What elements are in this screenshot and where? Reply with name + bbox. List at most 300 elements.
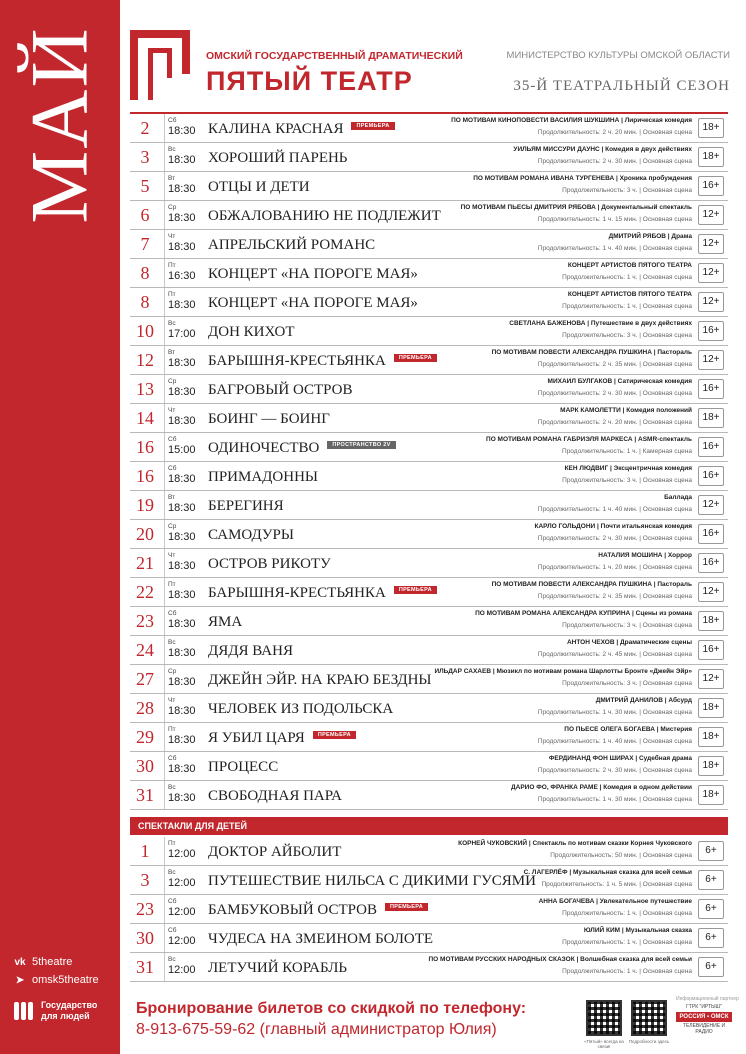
event-title-text: Я УБИЛ ЦАРЯ <box>208 730 305 746</box>
age-rating: 6+ <box>698 870 724 890</box>
event-time: 18:30 <box>168 299 196 311</box>
age-rating: 16+ <box>698 379 724 399</box>
event-duration-stage: Продолжительность: 3 ч. | Основная сцена <box>562 477 692 484</box>
event-title-text: ДЯДЯ ВАНЯ <box>208 643 293 659</box>
event-weekday: Сб <box>168 927 177 934</box>
event-title <box>208 381 353 399</box>
event-weekday: Пт <box>168 840 176 847</box>
event-title <box>208 930 433 948</box>
gov-text-line1: Государство <box>41 1000 98 1010</box>
event-title <box>208 959 347 977</box>
event-time: 18:30 <box>168 531 196 543</box>
schedule-row[interactable] <box>130 549 728 578</box>
event-day: 23 <box>136 611 154 631</box>
event-time-cell <box>164 636 200 664</box>
event-title-text: КАЛИНА КРАСНАЯ <box>208 121 344 137</box>
schedule-row[interactable] <box>130 491 728 520</box>
event-duration-stage: Продолжительность: 1 ч. 30 мин. | Основная сцена <box>537 709 692 716</box>
kids-section-header: СПЕКТАКЛИ ДЛЯ ДЕТЕЙ <box>130 817 728 835</box>
event-day: 28 <box>136 698 154 718</box>
event-time: 15:00 <box>168 444 196 456</box>
age-rating: 12+ <box>698 263 724 283</box>
event-title <box>208 787 342 805</box>
gov-icon <box>14 1002 33 1020</box>
event-time: 18:30 <box>168 183 196 195</box>
event-day: 8 <box>140 263 150 283</box>
event-weekday: Чт <box>168 697 176 704</box>
event-duration-stage: Продолжительность: 2 ч. 30 мин. | Основная сцена <box>537 158 692 165</box>
schedule-row[interactable] <box>130 346 728 375</box>
schedule-row[interactable] <box>130 837 728 866</box>
event-info <box>422 291 692 311</box>
age-rating: 18+ <box>698 698 724 718</box>
schedule-row[interactable] <box>130 114 728 143</box>
event-author-genre: ДМИТРИЙ РЯБОВ | Драма <box>608 233 692 240</box>
schedule-row[interactable] <box>130 694 728 723</box>
event-author-genre: ПО МОТИВАМ РОМАНА ГАБРИЭЛЯ МАРКЕСА | ASMR-спектакль <box>486 436 692 443</box>
event-title <box>208 555 331 573</box>
event-time: 18:30 <box>168 502 196 514</box>
event-duration-stage: Продолжительность: 2 ч. 35 мин. | Основная сцена <box>537 593 692 600</box>
event-time: 18:30 <box>168 763 196 775</box>
event-info <box>422 784 692 804</box>
event-day: 1 <box>140 841 150 861</box>
premiere-badge: ПРЕМЬЕРА <box>394 586 437 594</box>
event-title <box>208 323 295 341</box>
event-time: 18:30 <box>168 676 196 688</box>
tv-bottom-label: ТЕЛЕВИДЕНИЕ И РАДИО <box>682 1023 726 1035</box>
event-title <box>208 526 294 544</box>
schedule-row[interactable] <box>130 781 728 810</box>
qr-code-contact[interactable] <box>586 1000 622 1036</box>
event-day: 31 <box>136 785 154 805</box>
age-rating: 12+ <box>698 234 724 254</box>
event-time-cell <box>164 781 200 809</box>
event-info <box>422 378 692 398</box>
event-weekday: Пт <box>168 291 176 298</box>
age-rating: 18+ <box>698 147 724 167</box>
event-weekday: Вс <box>168 146 176 153</box>
telegram-link[interactable] <box>14 974 99 986</box>
event-weekday: Сб <box>168 117 177 124</box>
season-label: 35-Й ТЕАТРАЛЬНЫЙ СЕЗОН <box>513 78 730 94</box>
event-weekday: Вт <box>168 175 176 182</box>
event-time-cell <box>164 924 200 952</box>
event-author-genre: АННА БОГАЧЕВА | Увлекательное путешествие <box>538 898 692 905</box>
schedule-row[interactable] <box>130 578 728 607</box>
event-info <box>422 494 692 514</box>
event-day: 3 <box>140 147 150 167</box>
event-info <box>422 407 692 427</box>
event-info <box>422 349 692 369</box>
event-time-cell <box>164 462 200 490</box>
event-time: 18:30 <box>168 560 196 572</box>
event-duration-stage: Продолжительность: 2 ч. 30 мин. | Основная сцена <box>537 390 692 397</box>
qr-contact-label: «Пятый» всегда на связи! <box>584 1039 624 1049</box>
event-info <box>422 927 692 947</box>
event-title-text: ПУТЕШЕСТВИЕ НИЛЬСА С ДИКИМИ ГУСЯМИ <box>208 873 536 889</box>
event-time: 18:30 <box>168 357 196 369</box>
schedule-row[interactable] <box>130 172 728 201</box>
schedule-list <box>130 114 728 810</box>
event-time: 16:30 <box>168 270 196 282</box>
age-rating: 18+ <box>698 756 724 776</box>
event-duration-stage: Продолжительность: 3 ч. | Основная сцена <box>562 187 692 194</box>
event-time-cell <box>164 346 200 374</box>
age-rating: 18+ <box>698 118 724 138</box>
event-title <box>208 439 396 457</box>
telegram-handle: omsk5theatre <box>32 974 99 986</box>
event-title <box>208 149 347 167</box>
schedule-row[interactable] <box>130 259 728 288</box>
event-weekday: Сб <box>168 898 177 905</box>
event-time-cell <box>164 375 200 403</box>
event-title-text: БАРЫШНЯ-КРЕСТЬЯНКА <box>208 585 386 601</box>
event-time-cell <box>164 694 200 722</box>
event-time-cell <box>164 491 200 519</box>
event-title-text: БАМБУКОВЫЙ ОСТРОВ <box>208 902 377 918</box>
event-author-genre: СВЕТЛАНА БАЖЕНОВА | Путешествие в двух действиях <box>509 320 692 327</box>
event-time-cell <box>164 866 200 894</box>
event-time-cell <box>164 752 200 780</box>
schedule-row[interactable] <box>130 895 728 924</box>
schedule-row[interactable] <box>130 665 728 694</box>
schedule-row[interactable] <box>130 375 728 404</box>
event-info <box>422 320 692 340</box>
event-day: 8 <box>140 292 150 312</box>
event-weekday: Сб <box>168 610 177 617</box>
event-title-text: ЧЕЛОВЕК ИЗ ПОДОЛЬСКА <box>208 701 394 717</box>
event-weekday: Вс <box>168 869 176 876</box>
event-duration-stage: Продолжительность: 2 ч. 45 мин. | Основная сцена <box>537 651 692 658</box>
event-time: 18:30 <box>168 241 196 253</box>
event-title-text: ОБЖАЛОВАНИЮ НЕ ПОДЛЕЖИТ <box>208 208 441 224</box>
event-title <box>208 497 284 515</box>
qr-code-details[interactable] <box>631 1000 667 1036</box>
event-duration-stage: Продолжительность: 1 ч. 40 мин. | Основная сцена <box>537 738 692 745</box>
schedule-row[interactable] <box>130 230 728 259</box>
event-title <box>208 120 395 138</box>
event-weekday: Вт <box>168 349 176 356</box>
event-weekday: Ср <box>168 204 177 211</box>
event-title <box>208 758 278 776</box>
event-duration-stage: Продолжительность: 1 ч. 40 мин. | Основная сцена <box>537 506 692 513</box>
event-time-cell <box>164 230 200 258</box>
event-weekday: Вс <box>168 639 176 646</box>
event-duration-stage: Продолжительность: 1 ч. | Основная сцена <box>562 303 692 310</box>
event-time-cell <box>164 143 200 171</box>
event-info <box>422 639 692 659</box>
month-title: МАЙ <box>14 26 106 224</box>
event-author-genre: МАРК КАМОЛЕТТИ | Комедия положений <box>560 407 692 414</box>
event-duration-stage: Продолжительность: 50 мин. | Основная сцена <box>550 852 692 859</box>
event-author-genre: КЕН ЛЮДВИГ | Эксцентричная комедия <box>564 465 692 472</box>
event-info <box>422 523 692 543</box>
event-title <box>208 294 418 312</box>
event-info <box>422 956 692 976</box>
tv-name: РОССИЯ ▪ ОМСК <box>676 1012 732 1022</box>
age-rating: 6+ <box>698 899 724 919</box>
event-info <box>422 840 692 860</box>
schedule-row[interactable] <box>130 607 728 636</box>
event-day: 21 <box>136 553 154 573</box>
age-rating: 16+ <box>698 321 724 341</box>
event-duration-stage: Продолжительность: 1 ч. | Основная сцена <box>562 968 692 975</box>
booking-phone[interactable]: 8-913-675-59-62 (главный администратор Юлия) <box>136 1021 497 1038</box>
event-weekday: Чт <box>168 552 176 559</box>
event-info <box>422 869 692 889</box>
event-info <box>422 755 692 775</box>
event-day: 22 <box>136 582 154 602</box>
tv-partner-logo <box>676 1004 732 1035</box>
schedule-row[interactable] <box>130 433 728 462</box>
event-time: 18:30 <box>168 734 196 746</box>
premiere-badge: ПРЕМЬЕРА <box>313 731 356 739</box>
schedule-row[interactable] <box>130 866 728 895</box>
event-author-genre: ПО МОТИВАМ РОМАНА АЛЕКСАНДРА КУПРИНА | Сцены из романа <box>475 610 692 617</box>
event-time-cell <box>164 549 200 577</box>
event-author-genre: ПО ПЬЕСЕ ОЛЕГА БОГАЕВА | Мистерия <box>564 726 692 733</box>
event-title <box>208 901 428 919</box>
event-author-genre: ПО МОТИВАМ ПЬЕСЫ ДМИТРИЯ РЯБОВА | Документальный спектакль <box>460 204 692 211</box>
event-info <box>422 726 692 746</box>
schedule-row[interactable] <box>130 752 728 781</box>
age-rating: 18+ <box>698 727 724 747</box>
event-day: 5 <box>140 176 150 196</box>
event-title <box>208 584 437 602</box>
event-day: 10 <box>136 321 154 341</box>
event-time: 18:30 <box>168 125 196 137</box>
event-duration-stage: Продолжительность: 3 ч. | Основная сцена <box>562 332 692 339</box>
event-title-text: ОДИНОЧЕСТВО <box>208 440 320 456</box>
event-weekday: Сб <box>168 436 177 443</box>
event-day: 16 <box>136 466 154 486</box>
schedule-row[interactable] <box>130 723 728 752</box>
age-rating: 18+ <box>698 611 724 631</box>
event-time: 12:00 <box>168 935 196 947</box>
event-author-genre: ПО МОТИВАМ РОМАНА ИВАНА ТУРГЕНЕВА | Хроника пробуждения <box>473 175 692 182</box>
event-duration-stage: Продолжительность: 2 ч. 20 мин. | Основная сцена <box>537 129 692 136</box>
kids-schedule-list <box>130 837 728 982</box>
age-rating: 6+ <box>698 928 724 948</box>
header <box>130 30 730 110</box>
event-day: 27 <box>136 669 154 689</box>
event-weekday: Вс <box>168 320 176 327</box>
event-time: 18:30 <box>168 386 196 398</box>
event-day: 16 <box>136 437 154 457</box>
event-duration-stage: Продолжительность: 1 ч. | Основная сцена <box>562 910 692 917</box>
event-duration-stage: Продолжительность: 1 ч. | Камерная сцена <box>562 448 692 455</box>
event-title-text: ДЖЕЙН ЭЙР. НА КРАЮ БЕЗДНЫ <box>208 672 432 688</box>
age-rating: 12+ <box>698 669 724 689</box>
event-info <box>422 610 692 630</box>
event-title-text: ДОКТОР АЙБОЛИТ <box>208 844 342 860</box>
event-title-text: КОНЦЕРТ «НА ПОРОГЕ МАЯ» <box>208 295 418 311</box>
booking-title: Бронирование билетов со скидкой по телефону: <box>136 1000 527 1017</box>
event-time-cell <box>164 520 200 548</box>
event-weekday: Вт <box>168 494 176 501</box>
schedule-row[interactable] <box>130 201 728 230</box>
event-author-genre: КОНЦЕРТ АРТИСТОВ ПЯТОГО ТЕАТРА <box>567 262 692 269</box>
age-rating: 12+ <box>698 292 724 312</box>
event-day: 29 <box>136 727 154 747</box>
event-time: 18:30 <box>168 792 196 804</box>
event-time: 12:00 <box>168 906 196 918</box>
event-duration-stage: Продолжительность: 1 ч. | Основная сцена <box>562 274 692 281</box>
event-author-genre: МИХАИЛ БУЛГАКОВ | Сатирическая комедия <box>547 378 692 385</box>
event-author-genre: АНТОН ЧЕХОВ | Драматические сцены <box>566 639 692 646</box>
gov-logo <box>14 1000 97 1022</box>
event-time: 18:30 <box>168 647 196 659</box>
event-duration-stage: Продолжительность: 1 ч. 40 мин. | Основная сцена <box>537 245 692 252</box>
event-duration-stage: Продолжительность: 1 ч. 20 мин. | Основная сцена <box>537 564 692 571</box>
event-time-cell <box>164 259 200 287</box>
event-title <box>208 468 318 486</box>
event-time: 18:30 <box>168 212 196 224</box>
event-day: 13 <box>136 379 154 399</box>
schedule-row[interactable] <box>130 143 728 172</box>
event-time-cell <box>164 723 200 751</box>
event-author-genre: ФЕРДИНАНД ФОН ШИРАХ | Судебная драма <box>548 755 692 762</box>
event-author-genre: КОНЦЕРТ АРТИСТОВ ПЯТОГО ТЕАТРА <box>567 291 692 298</box>
age-rating: 18+ <box>698 785 724 805</box>
schedule-row[interactable] <box>130 636 728 665</box>
event-author-genre: ИЛЬДАР САХАЕВ | Мюзикл по мотивам романа Шарлотты Бронте «Джейн Эйр» <box>434 668 692 675</box>
event-day: 3 <box>140 870 150 890</box>
age-rating: 16+ <box>698 176 724 196</box>
event-info <box>422 175 692 195</box>
event-title-text: СВОБОДНАЯ ПАРА <box>208 788 343 804</box>
event-weekday: Сб <box>168 755 177 762</box>
event-weekday: Пт <box>168 581 176 588</box>
event-duration-stage: Продолжительность: 2 ч. 35 мин. | Основная сцена <box>537 361 692 368</box>
schedule-row[interactable] <box>130 924 728 953</box>
schedule-row[interactable] <box>130 520 728 549</box>
event-title <box>208 613 242 631</box>
event-title <box>208 236 375 254</box>
event-duration-stage: Продолжительность: 3 ч. | Основная сцена <box>562 680 692 687</box>
premiere-badge: ПРОСТРАНСТВО 2V <box>327 441 395 449</box>
event-time-cell <box>164 895 200 923</box>
event-info <box>422 697 692 717</box>
event-author-genre: НАТАЛИЯ МОШИНА | Хоррор <box>598 552 692 559</box>
event-weekday: Пт <box>168 726 176 733</box>
event-day: 30 <box>136 756 154 776</box>
event-time-cell <box>164 172 200 200</box>
event-time-cell <box>164 953 200 981</box>
event-time-cell <box>164 837 200 865</box>
event-author-genre: ПО МОТИВАМ РУССКИХ НАРОДНЫХ СКАЗОК | Волшебная сказка для всей семьи <box>428 956 692 963</box>
event-info <box>422 117 692 137</box>
booking-info <box>136 1000 526 1039</box>
event-duration-stage: Продолжительность: 2 ч. 20 мин. | Основная сцена <box>537 419 692 426</box>
event-title-text: БОИНГ — БОИНГ <box>208 411 330 427</box>
event-day: 24 <box>136 640 154 660</box>
event-title-text: БАРЫШНЯ-КРЕСТЬЯНКА <box>208 353 386 369</box>
event-time-cell <box>164 288 200 316</box>
event-time: 18:30 <box>168 473 196 485</box>
event-info <box>422 204 692 224</box>
event-day: 7 <box>140 234 150 254</box>
event-title-text: БЕРЕГИНЯ <box>208 498 284 514</box>
event-info <box>422 262 692 282</box>
event-title <box>208 178 310 196</box>
age-rating: 6+ <box>698 957 724 977</box>
event-title-text: ПРИМАДОННЫ <box>208 469 318 485</box>
event-time: 12:00 <box>168 964 196 976</box>
age-rating: 12+ <box>698 495 724 515</box>
event-info <box>422 233 692 253</box>
event-time: 18:30 <box>168 154 196 166</box>
event-time: 17:00 <box>168 328 196 340</box>
event-weekday: Ср <box>168 668 177 675</box>
vk-link[interactable] <box>14 956 72 968</box>
age-rating: 12+ <box>698 582 724 602</box>
event-time-cell <box>164 433 200 461</box>
schedule-row[interactable] <box>130 953 728 982</box>
event-weekday: Чт <box>168 407 176 414</box>
event-title-text: ДОН КИХОТ <box>208 324 295 340</box>
event-title <box>208 642 293 660</box>
event-time: 12:00 <box>168 848 196 860</box>
event-title <box>208 410 330 428</box>
premiere-badge: ПРЕМЬЕРА <box>385 903 428 911</box>
event-weekday: Сб <box>168 465 177 472</box>
event-info <box>422 436 692 456</box>
ministry-label: МИНИСТЕРСТВО КУЛЬТУРЫ ОМСКОЙ ОБЛАСТИ <box>506 50 730 61</box>
event-time-cell <box>164 317 200 345</box>
event-author-genre: КОРНЕЙ ЧУКОВСКИЙ | Спектакль по мотивам сказки Корнея Чуковского <box>458 840 692 847</box>
event-time: 18:30 <box>168 589 196 601</box>
event-time-cell <box>164 201 200 229</box>
event-time-cell <box>164 114 200 142</box>
event-duration-stage: Продолжительность: 3 ч. | Основная сцена <box>562 622 692 629</box>
schedule-row[interactable] <box>130 288 728 317</box>
event-time-cell <box>164 665 200 693</box>
schedule-row[interactable] <box>130 404 728 433</box>
event-duration-stage: Продолжительность: 2 ч. 30 мин. | Основная сцена <box>537 535 692 542</box>
event-day: 12 <box>136 350 154 370</box>
event-time: 18:30 <box>168 618 196 630</box>
theatre-subtitle: ОМСКИЙ ГОСУДАРСТВЕННЫЙ ДРАМАТИЧЕСКИЙ <box>206 50 463 62</box>
event-title-text: ХОРОШИЙ ПАРЕНЬ <box>208 150 348 166</box>
event-weekday: Чт <box>168 233 176 240</box>
age-rating: 16+ <box>698 524 724 544</box>
event-info <box>422 581 692 601</box>
telegram-icon: ➤ <box>15 974 25 986</box>
age-rating: 18+ <box>698 408 724 428</box>
event-weekday: Ср <box>168 378 177 385</box>
event-author-genre: ПО МОТИВАМ ПОВЕСТИ АЛЕКСАНДРА ПУШКИНА | Пастораль <box>491 581 692 588</box>
event-time: 12:00 <box>168 877 196 889</box>
event-title <box>208 207 441 225</box>
schedule-row[interactable] <box>130 462 728 491</box>
event-duration-stage: Продолжительность: 1 ч. 15 мин. | Основная сцена <box>537 216 692 223</box>
event-title <box>208 265 418 283</box>
event-info <box>422 146 692 166</box>
theatre-name: ПЯТЫЙ ТЕАТР <box>206 66 413 96</box>
tv-top-label: ГТРК "ИРТЫШ" <box>686 1004 722 1010</box>
event-author-genre: УИЛЬЯМ МИССУРИ ДАУНС | Комедия в двух действиях <box>513 146 692 153</box>
sidebar <box>0 0 120 1054</box>
event-day: 31 <box>136 957 154 977</box>
age-rating: 12+ <box>698 205 724 225</box>
event-time: 18:30 <box>168 705 196 717</box>
partner-label: Информационный партнер <box>676 996 739 1002</box>
event-weekday: Пт <box>168 262 176 269</box>
schedule-row[interactable] <box>130 317 728 346</box>
event-weekday: Ср <box>168 523 177 530</box>
